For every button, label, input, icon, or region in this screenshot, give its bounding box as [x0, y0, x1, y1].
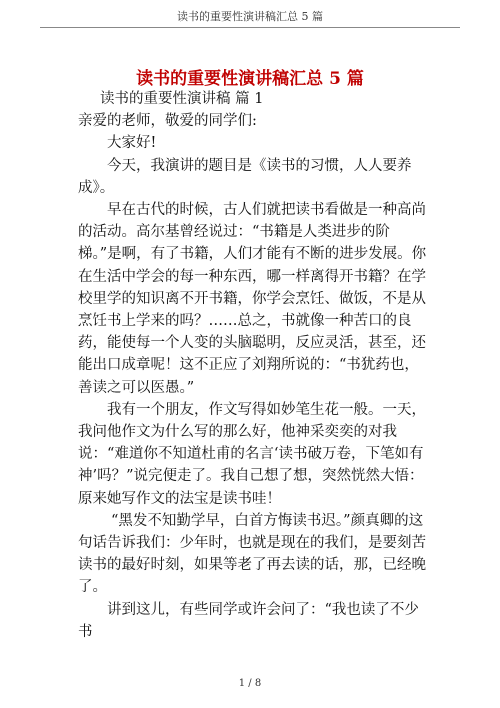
section-heading: 读书的重要性演讲稿 篇 1: [100, 91, 264, 107]
paragraph: 我有一个朋友，作文写得如妙笔生花一般。一天，我问他作文为什么写的那么好，他神采奕奕的对我说：“难道你不知道杜甫的名言‘读书破万卷，下笔如有神’吗？”说完便走了。我自己想了想，突然恍然大悟：原来她写作文的法宝是读书哇！: [78, 401, 426, 507]
header-rule: [40, 27, 460, 28]
paragraph: “黑发不知勤学早，白首方悔读书迟。”颜真卿的这句话告诉我们：少年时，也就是现在的我们，是要刻苦读书的最好时刻，如果等老了再去读的话，那，已经晚了。: [78, 512, 426, 596]
document-body: [78, 88, 428, 643]
paragraph: 讲到这儿，有些同学或许会问了：“我也读了不少书: [78, 601, 419, 640]
paragraph: 早在古代的时候，古人们就把读书看做是一种高尚的活动。高尔基曾经说过：“书籍是人类进步的阶梯。”是啊，有了书籍，人们才能有不断的进步发展。你在生活中学会的每一种东西，哪一样离得开书籍？在学校里学的知识离不开书籍，你学会烹饪、做饭，不是从烹饪书上学来的吗？……总之，书就像一种苦口的良药，能使每一个人变的头脑聪明，反应灵活，甚至，还能出口成章呢！这不正应了刘翔所说的：“书犹药也，善读之可以医愚。”: [78, 202, 427, 396]
page-number: 1 / 8: [238, 678, 262, 689]
paragraph: 今天，我演讲的题目是《读书的习惯，人人要养成》。: [78, 157, 412, 196]
salutation: 亲爱的老师，敬爱的同学们:: [78, 113, 257, 130]
document-title: 读书的重要性演讲稿汇总 5 篇: [136, 69, 364, 89]
greeting: 大家好!: [107, 135, 157, 152]
running-header: 读书的重要性演讲稿汇总 5 篇: [177, 10, 323, 23]
